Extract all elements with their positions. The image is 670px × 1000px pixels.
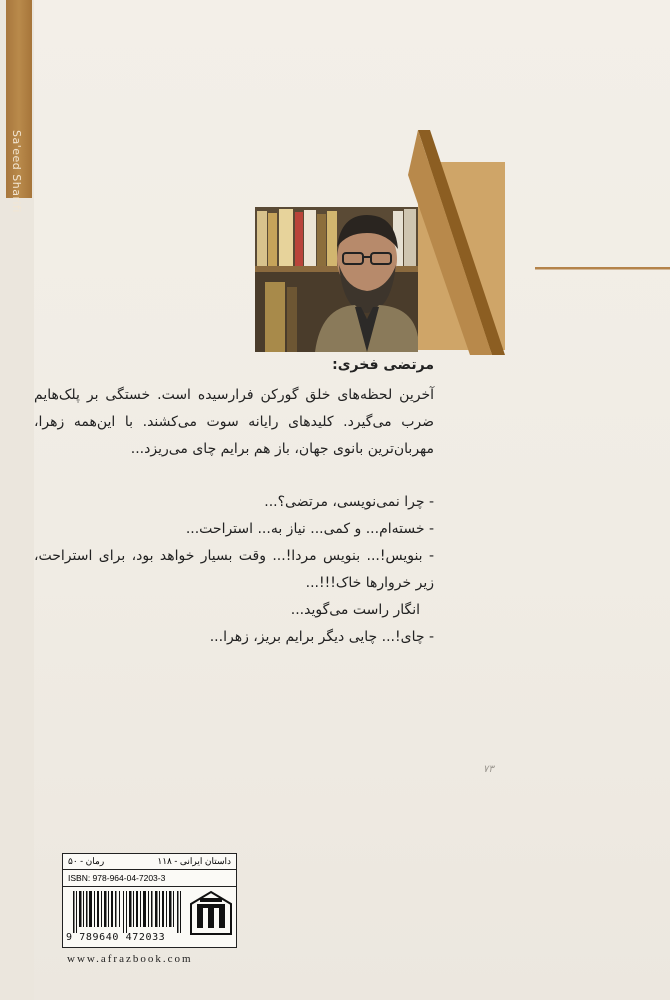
series-label: داستان ایرانی - ۱۱۸ bbox=[157, 856, 231, 866]
author-name: مرتضی فخری: bbox=[332, 357, 434, 373]
series-row bbox=[63, 854, 236, 870]
barcode bbox=[73, 891, 183, 933]
blurb-paragraph: آخرین لحظه‌های خلق گورکن فرارسیده است. خستگی بر پلک‌هایم ضرب می‌گیرد. کلیدهای رایانه سوت می‌کشند. با این‌همه زهرا، مهربان‌ترین بانوی جهان، باز هم برایم چای می‌ریزد... bbox=[34, 387, 434, 457]
dialogue-line: - بنویس!... بنویس مردا!... وقت بسیار خواهد بود، برای استراحت، زیر خروارها خاک!!!... bbox=[34, 548, 434, 591]
isbn-info-box bbox=[62, 853, 237, 948]
isbn-text: ISBN: 978-964-04-7203-3 bbox=[63, 871, 236, 887]
spine-author-text: Sa'eed Sharifi bbox=[10, 130, 23, 213]
genre-label: رمان - ۵۰ bbox=[68, 856, 105, 866]
publisher-logo-icon bbox=[189, 890, 233, 936]
pencil-mark: ۷۳ bbox=[483, 764, 494, 775]
blurb-dialogue bbox=[34, 489, 434, 651]
publisher-website: www.afrazbook.com bbox=[67, 953, 193, 965]
author-photo bbox=[255, 207, 418, 352]
dialogue-line: - خسته‌ام... و کمی... نیاز به... استراحت... bbox=[185, 521, 434, 537]
dialogue-line: - چای!... چایی دیگر برایم بریز، زهرا... bbox=[209, 629, 434, 645]
dialogue-line: - چرا نمی‌نویسی، مرتضی؟... bbox=[264, 494, 434, 510]
barcode-digits: 9 789640 472033 bbox=[66, 932, 166, 943]
dialogue-line: انگار راست می‌گوید... bbox=[290, 602, 420, 618]
horizontal-rule bbox=[535, 267, 670, 270]
